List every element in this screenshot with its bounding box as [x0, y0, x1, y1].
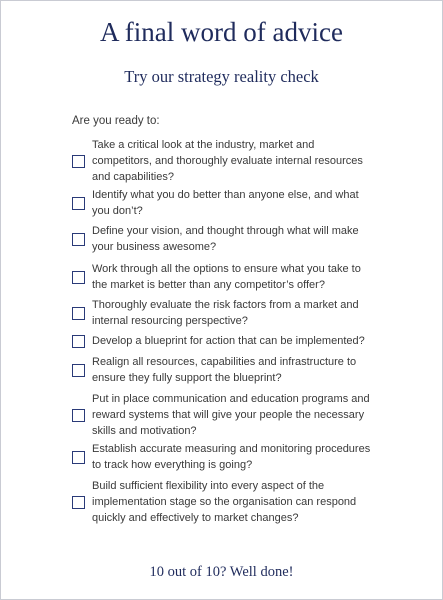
checkbox[interactable]	[72, 155, 85, 168]
checklist-item	[72, 223, 372, 255]
checklist-item	[72, 187, 372, 219]
checkbox[interactable]	[72, 451, 85, 464]
checklist-item	[72, 441, 372, 473]
checklist-item	[72, 261, 372, 293]
closing-message: 10 out of 10? Well done!	[149, 564, 294, 580]
checklist-item-text: Identify what you do better than anyone else, and what you don’t?	[92, 189, 359, 217]
checkbox[interactable]	[72, 307, 85, 320]
checkbox[interactable]	[72, 409, 85, 422]
checklist-item-text: Put in place communication and education programs and reward systems that will give your people the necessary skills and motivation?	[92, 393, 370, 437]
checklist-item	[72, 297, 372, 329]
checklist-item-text: Define your vision, and thought through what will make your business awesome?	[92, 225, 359, 253]
checklist-item-text: Realign all resources, capabilities and infrastructure to ensure they fully support the blueprint?	[92, 356, 357, 384]
checklist-item	[72, 354, 372, 386]
checkbox[interactable]	[72, 271, 85, 284]
checklist-item-text: Work through all the options to ensure what you take to the market is better than any competitor’s offer?	[92, 263, 361, 291]
page-subtitle: Try our strategy reality check	[124, 67, 319, 86]
checklist-item	[72, 391, 372, 439]
checklist-item-text: Take a critical look at the industry, market and competitors, and thoroughly evaluate internal resources and capabilities?	[92, 139, 363, 183]
checklist-item	[72, 478, 372, 526]
checklist-item-text: Develop a blueprint for action that can be implemented?	[92, 335, 365, 347]
checkbox[interactable]	[72, 364, 85, 377]
page-title: A final word of advice	[100, 17, 343, 47]
checklist-item-text: Build sufficient flexibility into every aspect of the implementation stage so the organisation can respond quickly and effectively to market changes?	[92, 480, 357, 524]
checkbox[interactable]	[72, 197, 85, 210]
checklist-item	[72, 333, 372, 349]
checkbox[interactable]	[72, 233, 85, 246]
checklist-item-text: Establish accurate measuring and monitoring procedures to track how everything is going?	[92, 443, 371, 471]
checkbox[interactable]	[72, 335, 85, 348]
checklist-item-text: Thoroughly evaluate the risk factors from a market and internal resourcing perspective?	[92, 299, 359, 327]
checklist-intro: Are you ready to:	[72, 115, 160, 127]
checkbox[interactable]	[72, 496, 85, 509]
checklist-item	[72, 137, 372, 185]
